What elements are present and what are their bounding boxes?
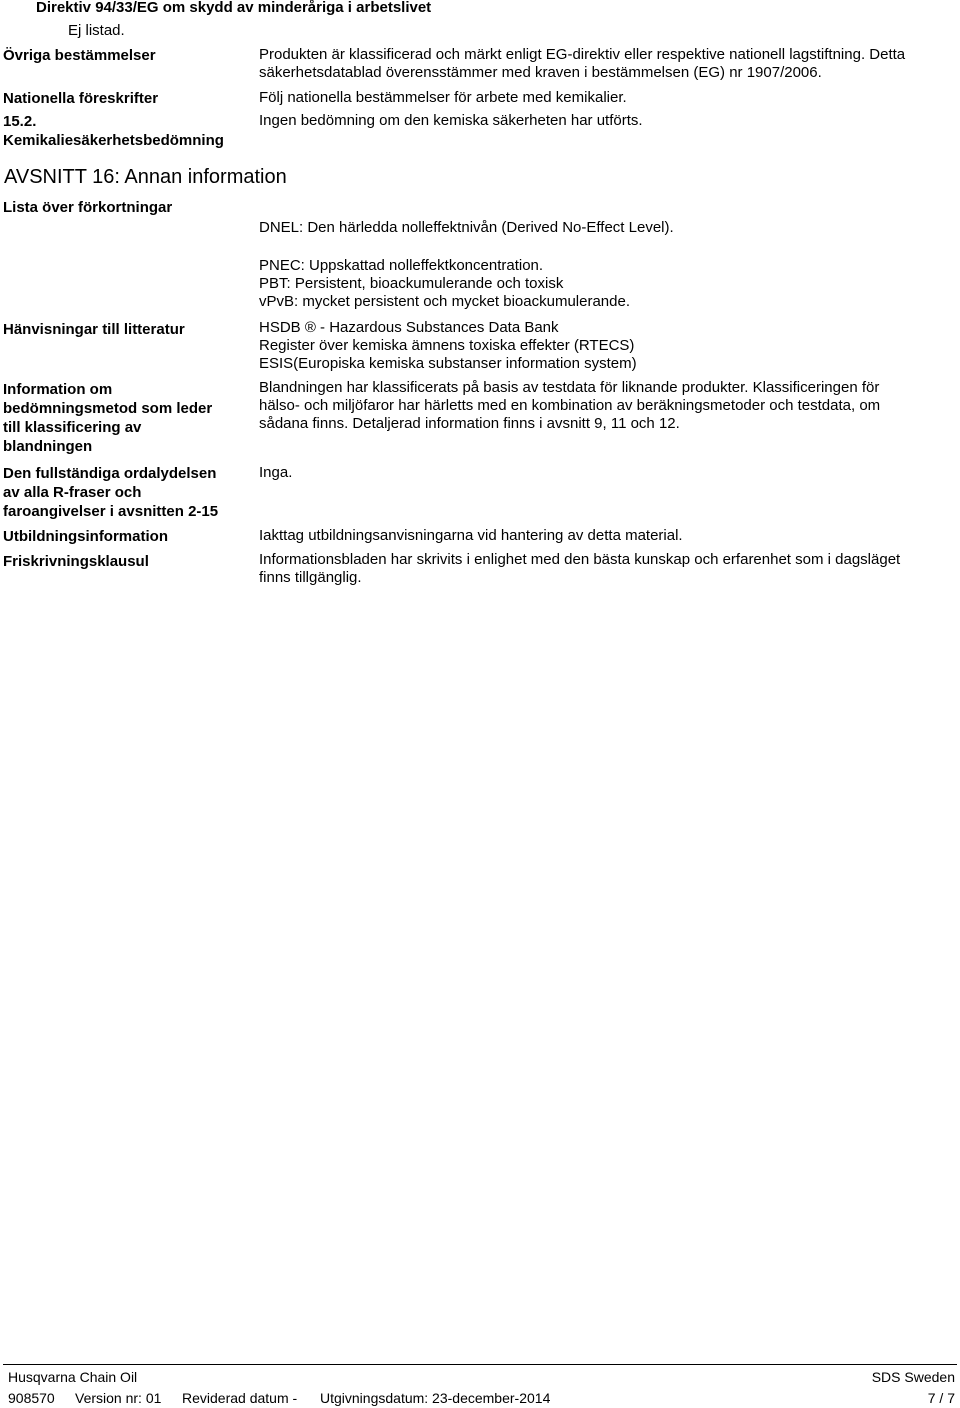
footer-revised-date: Reviderad datum - <box>182 1390 298 1406</box>
chemical-safety-assessment-value: Ingen bedömning om den kemiska säkerheten har utförts. <box>259 112 643 129</box>
other-regulations-line: Produkten är klassificerad och märkt enligt EG-direktiv eller respektive nationell lagstiftning. Detta <box>259 46 906 63</box>
abbreviation-item: PBT: Persistent, bioackumulerande och toxisk <box>259 275 564 292</box>
chemical-safety-assessment-label <box>3 112 243 150</box>
r-phrases-value: Inga. <box>259 464 293 481</box>
section-16-heading: AVSNITT 16: Annan information <box>4 166 287 188</box>
assessment-method-line: Blandningen har klassificerats på basis av testdata för liknande produkter. Klassificeringen för <box>259 379 880 396</box>
abbreviation-item: vPvB: mycket persistent och mycket bioackumulerande. <box>259 293 630 310</box>
disclaimer-line: Informationsbladen har skrivits i enlighet med den bästa kunskap och erfarenhet som i dagsläget <box>259 551 901 568</box>
national-regulations-label: Nationella föreskrifter <box>3 90 159 107</box>
other-regulations-line: säkerhetsdatablad överensstämmer med kraven i bestämmelsen (EG) nr 1907/2006. <box>259 64 822 81</box>
assessment-method-label-line: blandningen <box>3 438 93 455</box>
r-phrases-label-line: faroangivelser i avsnitten 2-15 <box>3 503 219 520</box>
reference-item: ESIS(Europiska kemiska substanser information system) <box>259 355 637 372</box>
footer-product-name: Husqvarna Chain Oil <box>8 1369 138 1385</box>
training-value: Iakttag utbildningsanvisningarna vid hantering av detta material. <box>259 527 683 544</box>
footer-divider <box>3 1364 957 1365</box>
footer-version: Version nr: 01 <box>75 1390 162 1406</box>
assessment-method-line: hälso- och miljöfaror har härletts med en kombination av beräkningsmetoder och testdata, om <box>259 397 881 414</box>
assessment-method-label-line: Information om <box>3 381 113 398</box>
training-label: Utbildningsinformation <box>3 528 168 545</box>
reference-item: Register över kemiska ämnens toxiska effekter (RTECS) <box>259 337 635 354</box>
disclaimer-line: finns tillgänglig. <box>259 569 362 586</box>
abbreviations-label: Lista över förkortningar <box>3 199 173 216</box>
r-phrases-label-line: Den fullständiga ordalydelsen <box>3 465 217 482</box>
disclaimer-label: Friskrivningsklausul <box>3 553 149 570</box>
assessment-method-label-line: till klassificering av <box>3 419 142 436</box>
abbreviation-list <box>259 257 959 311</box>
abbreviation-item: PNEC: Uppskattad nolleffektkoncentration. <box>259 257 544 274</box>
national-regulations-value: Följ nationella bestämmelser för arbete med kemikalier. <box>259 89 627 106</box>
footer-page-number: 7 / 7 <box>927 1390 955 1406</box>
assessment-method-label <box>3 380 243 456</box>
csa-label-line: 15.2. <box>3 113 37 130</box>
abbreviation-dnel: DNEL: Den härledda nolleffektnivån (Derived No-Effect Level). <box>259 219 674 236</box>
other-regulations-label: Övriga bestämmelser <box>3 47 156 64</box>
assessment-method-line: sådana finns. Detaljerad information finns i avsnitt 9, 11 och 12. <box>259 415 680 432</box>
other-regulations-value <box>259 46 959 82</box>
directive-title: Direktiv 94/33/EG om skydd av minderåriga i arbetslivet <box>36 0 432 16</box>
r-phrases-label-line: av alla R-fraser och <box>3 484 142 501</box>
csa-label-line: Kemikaliesäkerhetsbedömning <box>3 132 224 149</box>
disclaimer-value <box>259 551 959 587</box>
r-phrases-label <box>3 464 243 521</box>
assessment-method-value <box>259 379 959 433</box>
references-value <box>259 319 959 373</box>
footer-document-type: SDS Sweden <box>871 1369 955 1385</box>
directive-value: Ej listad. <box>68 22 125 39</box>
reference-item: HSDB ® - Hazardous Substances Data Bank <box>259 319 559 336</box>
references-label: Hänvisningar till litteratur <box>3 321 185 338</box>
footer-issue-date: Utgivningsdatum: 23-december-2014 <box>320 1390 551 1406</box>
assessment-method-label-line: bedömningsmetod som leder <box>3 400 213 417</box>
footer-document-number: 908570 <box>8 1390 55 1406</box>
